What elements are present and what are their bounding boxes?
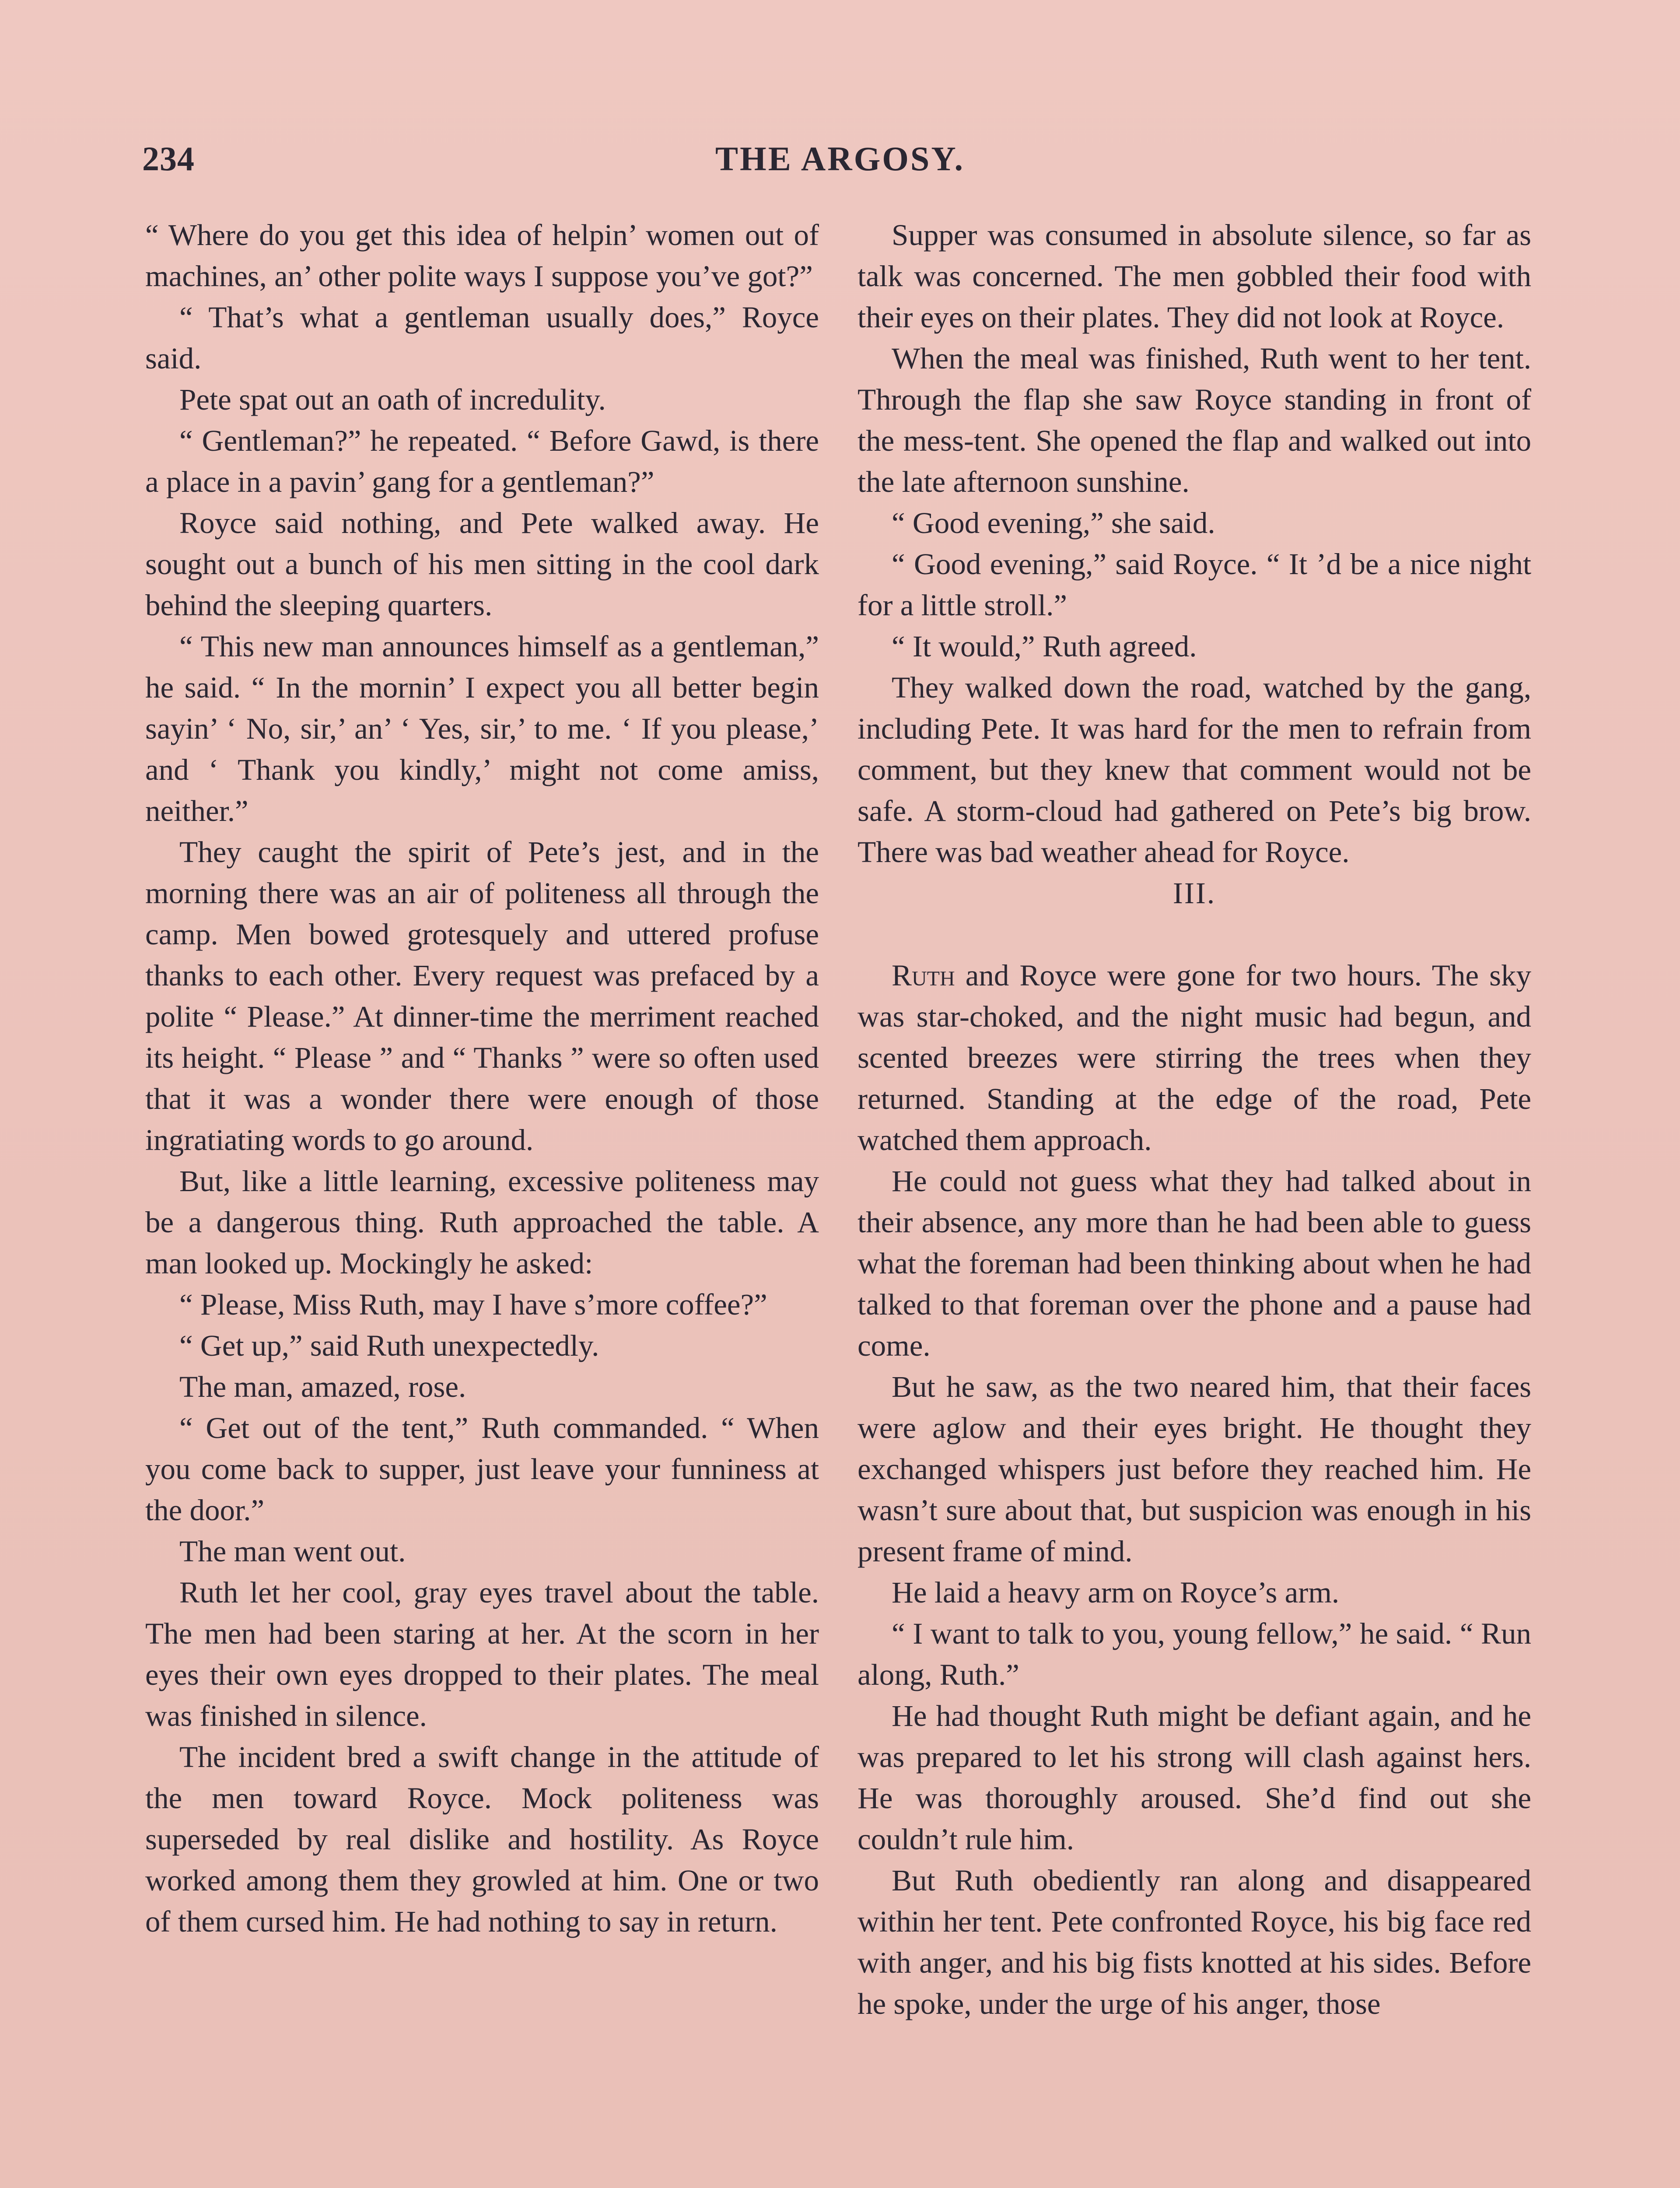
right-column (858, 214, 1531, 2024)
page-number: 234 (142, 140, 195, 178)
paragraph: Royce said nothing, and Pete walked away. He sought out a bunch of his men sitting in the cool dark behind the sleeping quarters. (145, 506, 819, 622)
paragraph: “ Please, Miss Ruth, may I have s’more coffee?” (179, 1288, 767, 1321)
paragraph: He could not guess what they had talked about in their absence, any more than he had been able to guess what the foreman had been thinking about when he had talked to that foreman over the phone and a pause had come. (858, 1164, 1531, 1362)
paragraph: They caught the spirit of Pete’s jest, and in the morning there was an air of politeness all through the camp. Men bowed grotesquely and uttered profuse thanks to each other. Every request was prefaced by a polite “ Please.” At dinner-time the merriment reached its height. “ Please ” and “ Thanks ” were so often used that it was a wonder there were enough of those ingratiating words to go around. (145, 835, 819, 1157)
paragraph: “ Get up,” said Ruth unexpectedly. (179, 1329, 599, 1362)
paragraph: “ Good evening,” said Royce. “ It ’d be a nice night for a little stroll.” (858, 547, 1531, 622)
paragraph: “ It would,” Ruth agreed. (892, 630, 1197, 663)
paragraph: The man, amazed, rose. (179, 1370, 466, 1403)
paragraph: Ruth let her cool, gray eyes travel about the table. The men had been staring at her. At the scorn in her eyes their own eyes dropped to their plates. The meal was finished in silence. (145, 1576, 819, 1732)
small-caps-opening-word: Ruth (892, 959, 955, 992)
paragraph: The incident bred a swift change in the attitude of the men toward Royce. Mock politeness was superseded by real dislike and hostility. As Royce worked among them they growled at him. One or two of them cursed him. He had nothing to say in return. (145, 1740, 819, 1938)
paragraph: Supper was consumed in absolute silence, so far as talk was concerned. The men gobbled their food with their eyes on their plates. They did not look at Royce. (858, 218, 1531, 334)
paragraph: When the meal was finished, Ruth went to her tent. Through the flap she saw Royce standing in front of the mess-tent. She opened the flap and walked out into the late afternoon sunshine. (858, 342, 1531, 498)
paragraph: He laid a heavy arm on Royce’s arm. (892, 1576, 1340, 1609)
paragraph: But, like a little learning, excessive politeness may be a dangerous thing. Ruth approached the table. A man looked up. Mockingly he asked: (145, 1164, 819, 1280)
paragraph: “ Gentleman?” he repeated. “ Before Gawd, is there a place in a pavin’ gang for a gentleman?” (145, 424, 819, 498)
section-opening-paragraph (858, 955, 1531, 1161)
page-header (142, 139, 1538, 179)
opening-paragraph-text: and Royce were gone for two hours. The sky was star-choked, and the night music had begun, and scented breezes were stirring the trees when they returned. Standing at the edge of the road, Pete watched them approach. (858, 959, 1531, 1157)
section-heading: III. (1172, 877, 1216, 910)
paragraph: “ Where do you get this idea of helpin’ women out of machines, an’ other polite ways I suppose you’ve got?” (145, 218, 819, 293)
paragraph: “ Good evening,” she said. (892, 506, 1215, 540)
paragraph: “ That’s what a gentleman usually does,” Royce said. (145, 301, 819, 375)
paragraph: “ Get out of the tent,” Ruth commanded. “ When you come back to supper, just leave your funniness at the door.” (145, 1411, 819, 1527)
running-title: THE ARGOSY. (715, 140, 965, 178)
paragraph: He had thought Ruth might be defiant again, and he was prepared to let his strong will clash against hers. He was thoroughly aroused. She’d find out she couldn’t rule him. (858, 1699, 1531, 1856)
paragraph: But he saw, as the two neared him, that their faces were aglow and their eyes bright. He thought they exchanged whispers just before they reached him. He wasn’t sure about that, but suspicion was enough in his present frame of mind. (858, 1370, 1531, 1568)
paragraph: But Ruth obediently ran along and disappeared within her tent. Pete confronted Royce, his big face red with anger, and his big fists knotted at his sides. Before he spoke, under the urge of his anger, those (858, 1864, 1531, 2020)
paragraph: They walked down the road, watched by the gang, including Pete. It was hard for the men to refrain from comment, but they knew that comment would not be safe. A storm-cloud had gathered on Pete’s big brow. There was bad weather ahead for Royce. (858, 671, 1531, 869)
paragraph: Pete spat out an oath of incredulity. (179, 383, 606, 416)
paragraph: “ This new man announces himself as a gentleman,” he said. “ In the mornin’ I expect you all better begin sayin’ ‘ No, sir,’ an’ ‘ Yes, sir,’ to me. ‘ If you please,’ and ‘ Thank you kindly,’ might not come amiss, neither.” (145, 630, 819, 828)
left-column (145, 214, 819, 1942)
paragraph: “ I want to talk to you, young fellow,” he said. “ Run along, Ruth.” (858, 1617, 1531, 1691)
paragraph: The man went out. (179, 1535, 406, 1568)
